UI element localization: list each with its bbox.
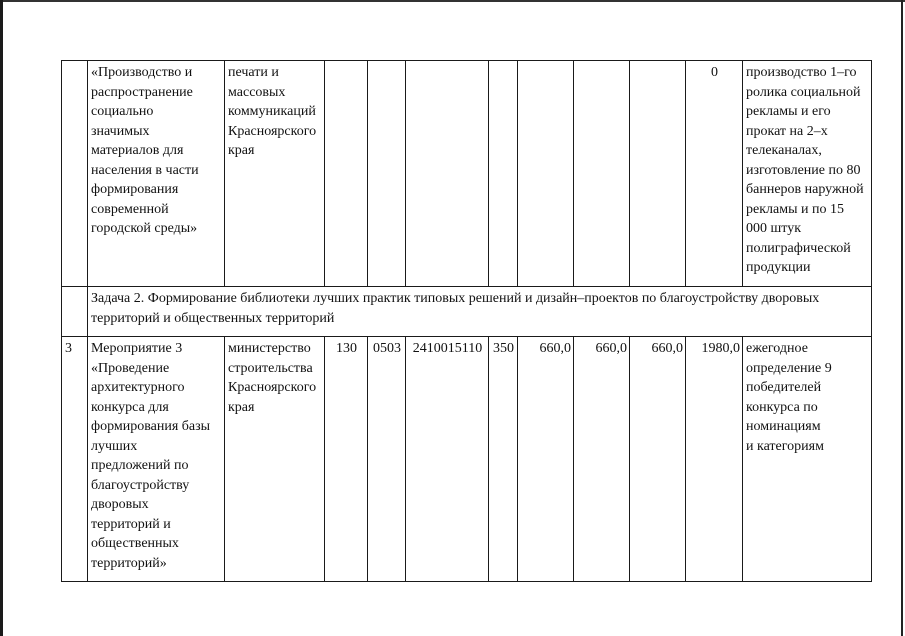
row-number-cell [62, 287, 88, 337]
csr-cell [406, 61, 489, 287]
vr-cell: 350 [489, 337, 518, 582]
executor-cell: министерство строительства Красноярского края [225, 337, 325, 582]
executor-cell: печати и массовых коммуникаций Красноярского края [225, 61, 325, 287]
table-row-measure-3 [62, 337, 872, 582]
scan-edge-top [0, 0, 905, 2]
rzpr-cell [368, 61, 406, 287]
measure-name-cell: «Производство и распространение социально значимых материалов для населения в части формирования современной городской среды» [88, 61, 225, 287]
program-measures-table [61, 60, 872, 582]
year3-cell: 660,0 [630, 337, 686, 582]
vr-cell [489, 61, 518, 287]
rzpr-cell: 0503 [368, 337, 406, 582]
scan-edge-right [901, 0, 903, 636]
total-cell: 0 [686, 61, 743, 287]
grbs-cell: 130 [325, 337, 368, 582]
csr-cell: 2410015110 [406, 337, 489, 582]
row-number-cell: 3 [62, 337, 88, 582]
year1-cell [518, 61, 574, 287]
expected-result-cell: ежегодное определение 9 победителей конкурса по номинациям и категориям [743, 337, 872, 582]
task-heading-cell: Задача 2. Формирование библиотеки лучших практик типовых решений и дизайн–проектов по благоустройству дворовых территорий и общественных территорий [88, 287, 872, 337]
table-row-measure-2 [62, 61, 872, 287]
year2-cell: 660,0 [574, 337, 630, 582]
total-cell: 1980,0 [686, 337, 743, 582]
row-number-cell [62, 61, 88, 287]
year1-cell: 660,0 [518, 337, 574, 582]
year2-cell [574, 61, 630, 287]
table-row-task-2 [62, 287, 872, 337]
expected-result-cell: производство 1–го ролика социальной рекламы и его прокат на 2–х телеканалах, изготовление по 80 баннеров наружной рекламы и по 15 000 штук полиграфической продукции [743, 61, 872, 287]
measure-name-cell: Мероприятие 3 «Проведение архитектурного конкурса для формирования базы лучших предложений по благоустройству дворовых территорий и общественных территорий» [88, 337, 225, 582]
scan-edge-left [0, 0, 3, 636]
year3-cell [630, 61, 686, 287]
grbs-cell [325, 61, 368, 287]
